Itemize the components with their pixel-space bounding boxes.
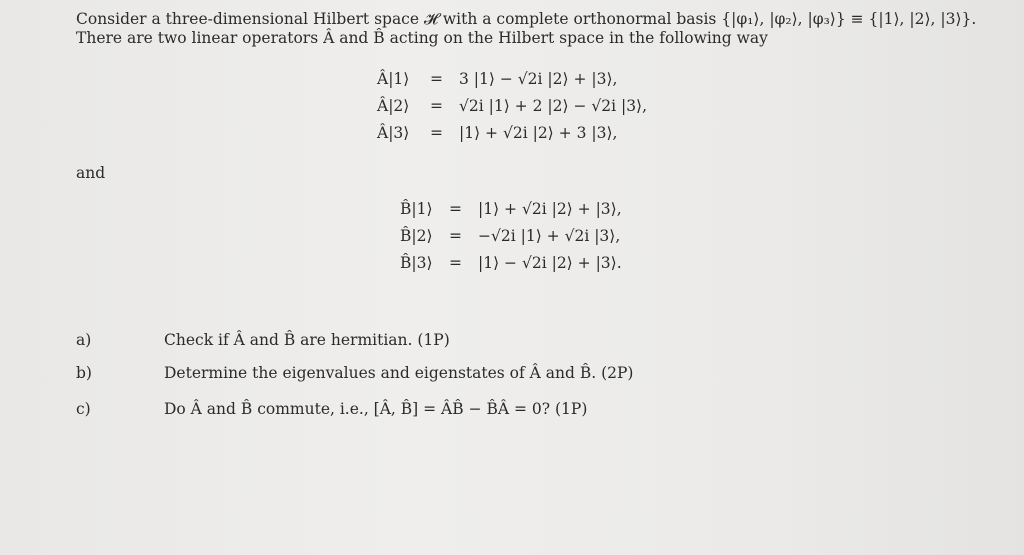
problem-intro — [76, 10, 976, 48]
eq-rhs: 3 |1⟩ − √2i |2⟩ + |3⟩, — [459, 70, 618, 88]
eq-equals: = — [430, 124, 443, 142]
eq-equals: = — [449, 254, 462, 272]
eq-rhs: |1⟩ − √2i |2⟩ + |3⟩. — [478, 254, 622, 272]
eq-equals: = — [449, 200, 462, 218]
question-text: Do Â and B̂ commute, i.e., [Â, B̂] = ÂB̂ − B̂Â = 0? (1P) — [164, 400, 588, 418]
eq-equals: = — [430, 70, 443, 88]
question-label: c) — [76, 400, 91, 418]
eq-lhs: B̂|2⟩ — [400, 227, 433, 245]
eq-equals: = — [449, 227, 462, 245]
eq-lhs: B̂|3⟩ — [400, 254, 433, 272]
eq-lhs: Â|3⟩ — [377, 124, 410, 142]
eq-rhs: |1⟩ + √2i |2⟩ + 3 |3⟩, — [459, 124, 618, 142]
eq-rhs: −√2i |1⟩ + √2i |3⟩, — [478, 227, 621, 245]
eq-lhs: B̂|1⟩ — [400, 200, 433, 218]
question-label: b) — [76, 364, 92, 382]
question-text: Determine the eigenvalues and eigenstates of Â and B̂. (2P) — [164, 364, 634, 382]
question-text: Check if Â and B̂ are hermitian. (1P) — [164, 331, 450, 349]
eq-lhs: Â|2⟩ — [377, 97, 410, 115]
question-label: a) — [76, 331, 92, 349]
eq-rhs: |1⟩ + √2i |2⟩ + |3⟩, — [478, 200, 622, 218]
eq-rhs: √2i |1⟩ + 2 |2⟩ − √2i |3⟩, — [459, 97, 648, 115]
intro-line-1: Consider a three-dimensional Hilbert space 𝓗 with a complete orthonormal basis {|φ₁⟩, |φ₂⟩, |φ₃⟩} ≡ {|1⟩, |2⟩, |3⟩}. — [76, 10, 977, 28]
intro-line-2: There are two linear operators Â and B̂ acting on the Hilbert space in the following way — [76, 29, 768, 47]
eq-equals: = — [430, 97, 443, 115]
eq-lhs: Â|1⟩ — [377, 70, 410, 88]
connector-and: and — [76, 164, 106, 182]
